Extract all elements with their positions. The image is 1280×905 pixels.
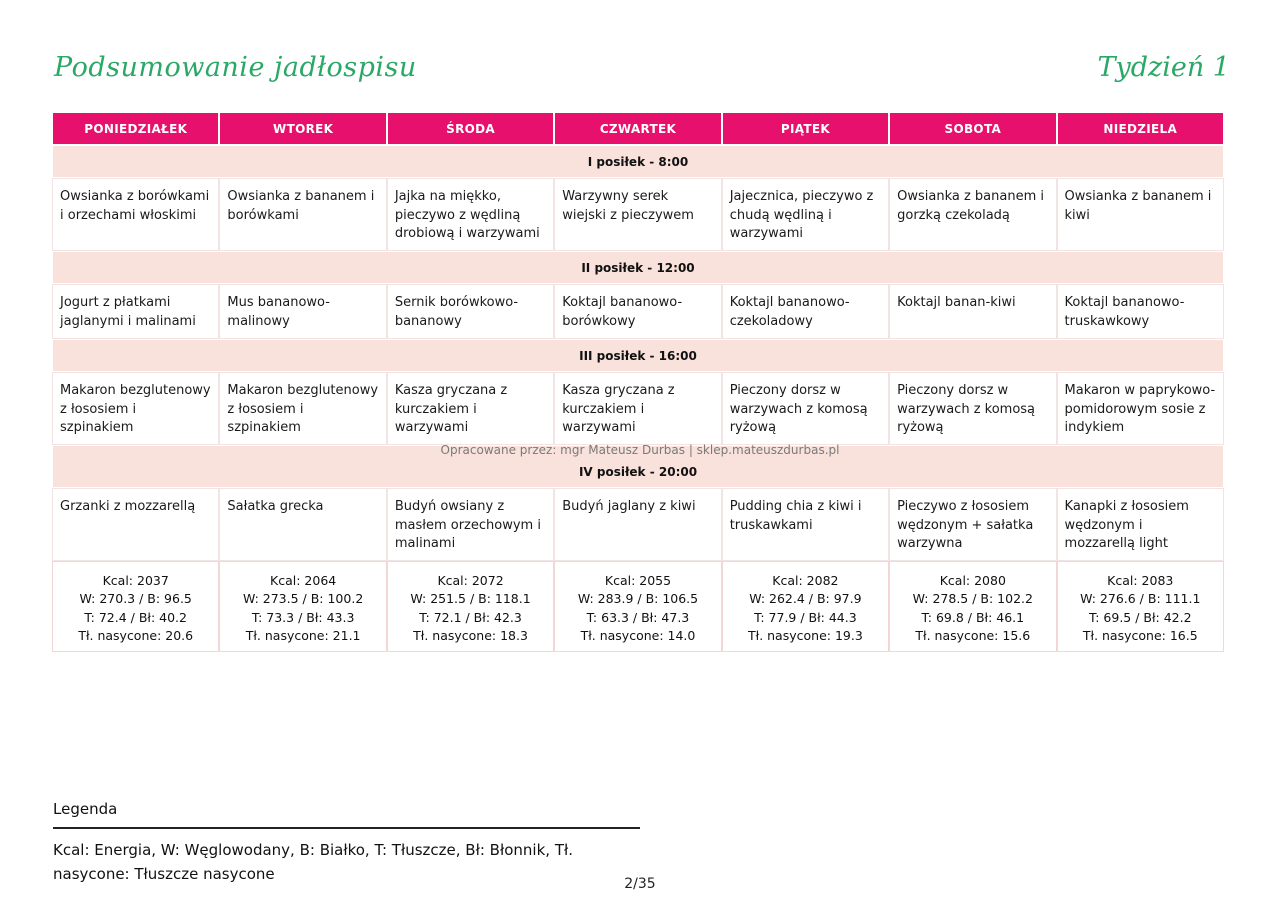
kcal-value: Kcal: 2037 <box>102 573 169 588</box>
nutrition-cell <box>723 562 888 651</box>
kcal-value: Kcal: 2064 <box>270 573 337 588</box>
meal-cell: Budyń owsiany z masłem orzechowym i malinami <box>388 489 553 560</box>
meal-cell: Kasza gryczana z kurczakiem i warzywami <box>388 373 553 444</box>
nutrition-cell <box>220 562 385 651</box>
day-header-friday: PIĄTEK <box>723 113 888 144</box>
kcal-value: Kcal: 2082 <box>772 573 839 588</box>
meal-cell: Owsianka z borówkami i orzechami włoskimi <box>53 179 218 250</box>
legend-title: Legenda <box>53 800 118 818</box>
day-header-wednesday: ŚRODA <box>388 113 553 144</box>
meal-cell: Warzywny serek wiejski z pieczywem <box>555 179 720 250</box>
nutrition-row <box>53 562 1223 651</box>
meal-row <box>53 285 1223 338</box>
meal-cell: Makaron bezglutenowy z łososiem i szpinakiem <box>53 373 218 444</box>
meal-cell: Makaron bezglutenowy z łososiem i szpinakiem <box>220 373 385 444</box>
meal-cell: Pieczywo z łososiem wędzonym + sałatka warzywna <box>890 489 1055 560</box>
meal-cell: Jajka na miękko, pieczywo z wędliną drobiową i warzywami <box>388 179 553 250</box>
meal-cell: Mus bananowo-malinowy <box>220 285 385 338</box>
day-header-sunday: NIEDZIELA <box>1058 113 1223 144</box>
nutrition-cell <box>53 562 218 651</box>
meal-cell: Makaron w paprykowo-pomidorowym sosie z indykiem <box>1058 373 1223 444</box>
meal-cell: Koktajl bananowo-truskawkowy <box>1058 285 1223 338</box>
meal-cell: Kanapki z łososiem wędzonym i mozzarellą light <box>1058 489 1223 560</box>
meal-cell: Pieczony dorsz w warzywach z komosą ryżową <box>890 373 1055 444</box>
carbs-protein-value: W: 273.5 / B: 100.2 <box>242 591 364 607</box>
meal-cell: Pudding chia z kiwi i truskawkami <box>723 489 888 560</box>
meal-cell: Sernik borówkowo-bananowy <box>388 285 553 338</box>
kcal-value: Kcal: 2080 <box>939 573 1006 588</box>
author-watermark: Opracowane przez: mgr Mateusz Durbas | sklep.mateuszdurbas.pl <box>440 443 840 457</box>
nutrition-cell <box>1058 562 1223 651</box>
meal-cell: Jajecznica, pieczywo z chudą wędliną i warzywami <box>723 179 888 250</box>
kcal-value: Kcal: 2072 <box>437 573 504 588</box>
meal-cell: Budyń jaglany z kiwi <box>555 489 720 560</box>
saturated-fat-value: Tł. nasycone: 18.3 <box>413 627 528 643</box>
day-header-thursday: CZWARTEK <box>555 113 720 144</box>
fat-fiber-value: T: 69.8 / Bł: 46.1 <box>921 609 1025 625</box>
fat-fiber-value: T: 63.3 / Bł: 47.3 <box>586 609 690 625</box>
saturated-fat-value: Tł. nasycone: 20.6 <box>78 627 194 643</box>
meal-section-row <box>53 446 1223 487</box>
meal-cell: Owsianka z bananem i gorzką czekoladą <box>890 179 1055 250</box>
page-number: 2/35 <box>624 876 656 892</box>
meal-section-label: II posiłek - 12:00 <box>53 252 1223 283</box>
fat-fiber-value: T: 72.4 / Bł: 40.2 <box>84 609 187 625</box>
saturated-fat-value: Tł. nasycone: 15.6 <box>915 627 1031 643</box>
carbs-protein-value: W: 276.6 / B: 111.1 <box>1080 591 1201 607</box>
nutrition-cell <box>555 562 720 651</box>
saturated-fat-value: Tł. nasycone: 21.1 <box>245 627 361 643</box>
meal-cell: Sałatka grecka <box>220 489 385 560</box>
carbs-protein-value: W: 283.9 / B: 106.5 <box>577 591 699 607</box>
meal-section-row <box>53 146 1223 177</box>
meal-cell: Grzanki z mozzarellą <box>53 489 218 560</box>
carbs-protein-value: W: 278.5 / B: 102.2 <box>912 591 1033 607</box>
meal-row <box>53 489 1223 560</box>
week-label: Tydzień 1 <box>1097 52 1230 83</box>
meal-section-label: III posiłek - 16:00 <box>53 340 1223 371</box>
page-title: Podsumowanie jadłospisu <box>54 52 417 83</box>
saturated-fat-value: Tł. nasycone: 16.5 <box>1082 627 1198 643</box>
meal-section-row <box>53 252 1223 283</box>
carbs-protein-value: W: 262.4 / B: 97.9 <box>749 591 862 607</box>
saturated-fat-value: Tł. nasycone: 19.3 <box>748 627 863 643</box>
carbs-protein-value: W: 270.3 / B: 96.5 <box>79 591 192 607</box>
day-header-row <box>53 113 1223 144</box>
meal-cell: Owsianka z bananem i borówkami <box>220 179 385 250</box>
day-header-monday: PONIEDZIAŁEK <box>53 113 218 144</box>
meal-row <box>53 373 1223 444</box>
fat-fiber-value: T: 72.1 / Bł: 42.3 <box>419 609 522 625</box>
meal-cell: Koktajl banan-kiwi <box>890 285 1055 338</box>
meal-cell: Jogurt z płatkami jaglanymi i malinami <box>53 285 218 338</box>
meal-row <box>53 179 1223 250</box>
fat-fiber-value: T: 69.5 / Bł: 42.2 <box>1088 609 1192 625</box>
meal-plan-table <box>51 111 1225 653</box>
meal-cell: Owsianka z bananem i kiwi <box>1058 179 1223 250</box>
kcal-value: Kcal: 2055 <box>604 573 672 588</box>
day-header-saturday: SOBOTA <box>890 113 1055 144</box>
fat-fiber-value: T: 77.9 / Bł: 44.3 <box>754 609 857 625</box>
fat-fiber-value: T: 73.3 / Bł: 43.3 <box>251 609 355 625</box>
meal-section-row <box>53 340 1223 371</box>
meal-cell: Koktajl bananowo-borówkowy <box>555 285 720 338</box>
day-header-tuesday: WTOREK <box>220 113 385 144</box>
kcal-value: Kcal: 2083 <box>1107 573 1174 588</box>
meal-cell: Koktajl bananowo-czekoladowy <box>723 285 888 338</box>
carbs-protein-value: W: 251.5 / B: 118.1 <box>410 591 531 607</box>
nutrition-cell <box>388 562 553 651</box>
meal-cell: Kasza gryczana z kurczakiem i warzywami <box>555 373 720 444</box>
nutrition-cell <box>890 562 1055 651</box>
legend-divider <box>53 827 640 829</box>
meal-section-label: I posiłek - 8:00 <box>53 146 1223 177</box>
meal-section-label: IV posiłek - 20:00 <box>53 446 1223 487</box>
meal-cell: Pieczony dorsz w warzywach z komosą ryżową <box>723 373 888 444</box>
saturated-fat-value: Tł. nasycone: 14.0 <box>580 627 696 643</box>
legend-text: Kcal: Energia, W: Węglowodany, B: Białko, T: Tłuszcze, Bł: Błonnik, Tł. nasycone: Tłuszcze nasycone <box>53 841 574 883</box>
